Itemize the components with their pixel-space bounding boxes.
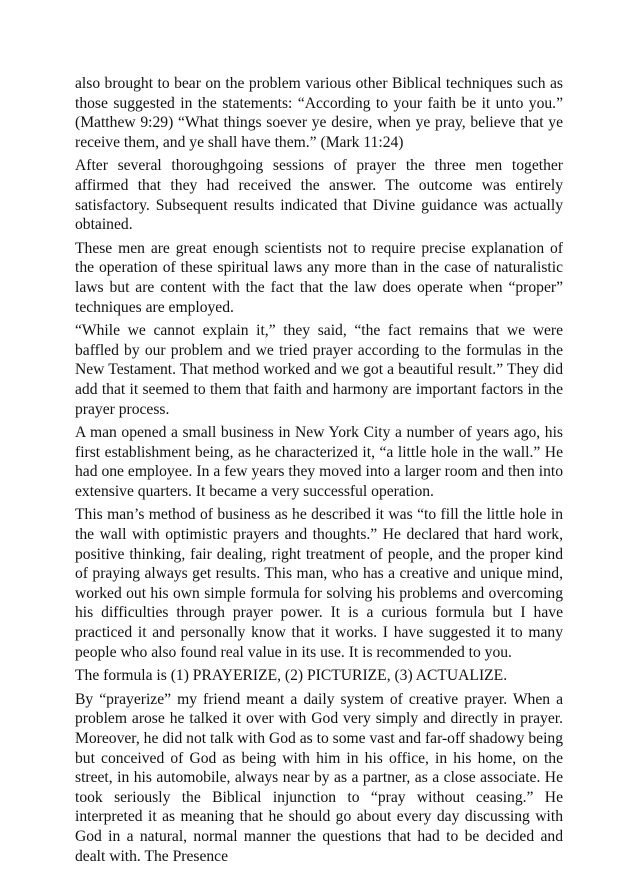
paragraph-3: These men are great enough scientists not to require precise explanation of the operation of these spiritual laws any more than in the case of naturalistic laws but are content with the fact that the law does operate when “proper” techniques are employed. — [75, 239, 563, 316]
paragraph-2: After several thoroughgoing sessions of prayer the three men together affirmed that they had received the answer. The outcome was entirely satisfactory. Subsequent results indicated that Divine guidance was actually obtained. — [75, 157, 563, 234]
paragraph-5: A man opened a small business in New York City a number of years ago, his first establishment being, as he characterized it, “a little hole in the wall.” He had one employee. In a few years they moved into a larger room and then into extensive quarters. It became a very successful operation. — [75, 424, 563, 500]
paragraph-1: also brought to bear on the problem various other Biblical techniques such as those suggested in the statements: “According to your faith be it unto you.” (Matthew 9:29) “What things soever ye desire, when ye pray, believe that ye receive them, and ye shall have them.” (Mark 11:24) — [75, 75, 563, 151]
body-text — [75, 74, 563, 870]
paragraph-6: This man’s method of business as he described it was “to fill the little hole in the wall with optimistic prayers and thoughts.” He declared that hard work, positive thinking, fair dealing, right treatment of people, and the proper kind of praying always get results. This man, who has a creative and unique mind, worked out his own simple formula for solving his problems and overcoming his difficulties through prayer power. It is a curious formula but I have practiced it and personally know that it works. I have suggested it to many people who also found real value in its use. It is recommended to you. — [75, 506, 563, 661]
paragraph-4: “While we cannot explain it,” they said, “the fact remains that we were baffled by our problem and we tried prayer according to the formulas in the New Testament. That method worked and we got a beautiful result.” They did add that it seemed to them that faith and harmony are important factors in the prayer process. — [75, 322, 563, 418]
paragraph-7: The formula is (1) PRAYERIZE, (2) PICTURIZE, (3) ACTUALIZE. — [75, 667, 508, 685]
paragraph-8: By “prayerize” my friend meant a daily system of creative prayer. When a problem arose he talked it over with God very simply and directly in prayer. Moreover, he did not talk with God as to some vast and far-off shadowy being but conceived of God as being with him in his office, in his home, on the street, in his automobile, always near by as a partner, as a close associate. He took seriously the Biblical injunction to “pray without ceasing.” He interpreted it as meaning that he should go about every day discussing with God in a natural, normal manner the questions that had to be decided and dealt with. The Presence — [75, 690, 563, 865]
